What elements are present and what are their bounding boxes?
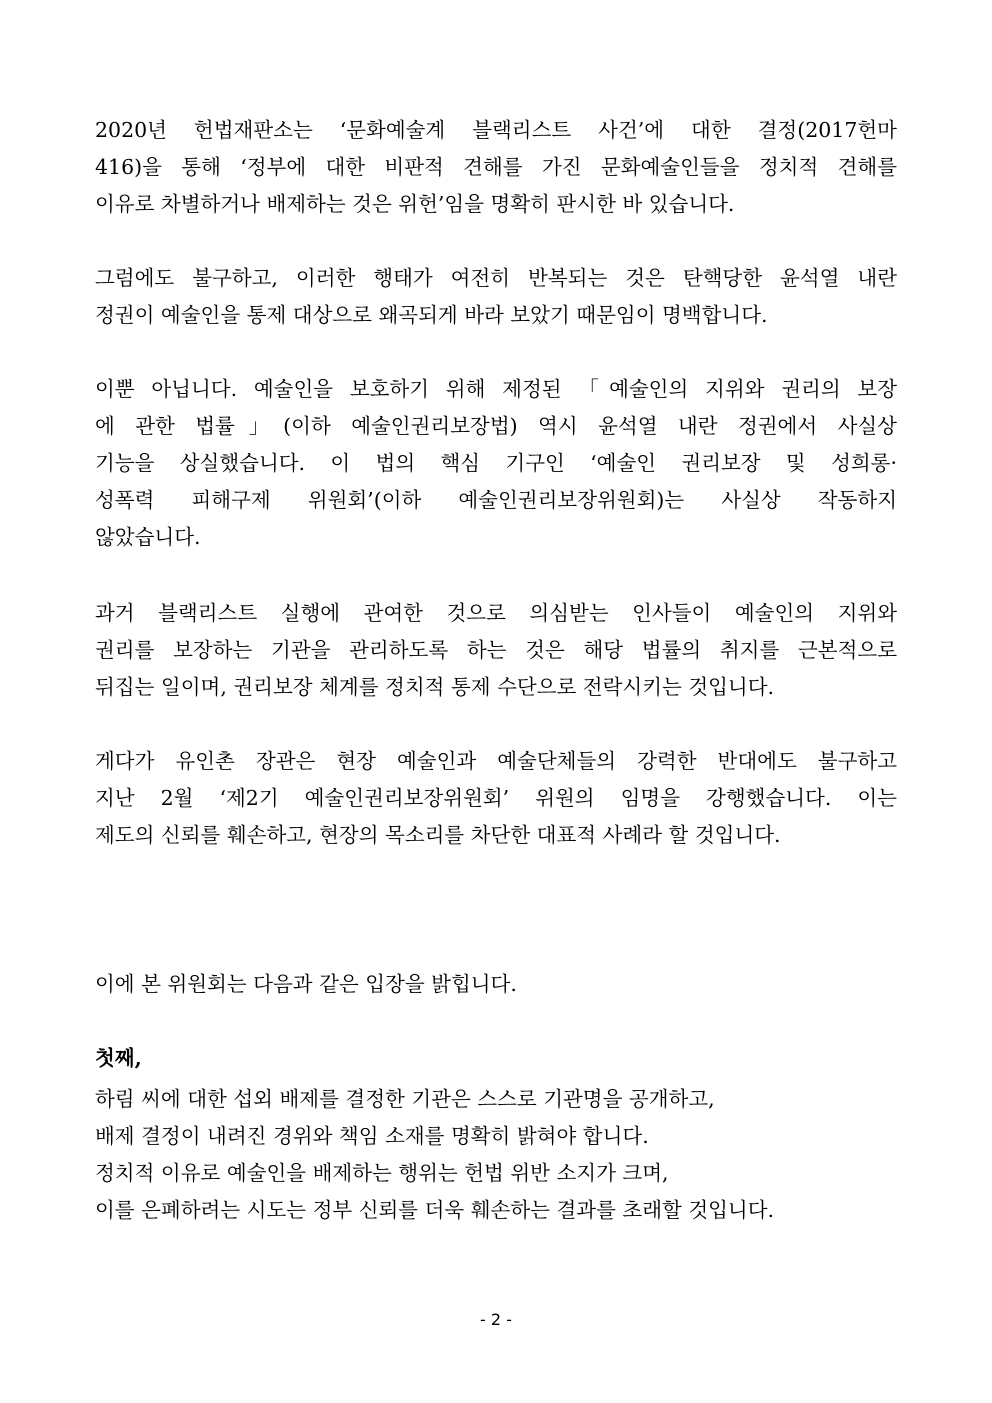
paragraph-3-line-2: 에 관한 법률」(이하 예술인권리보장법) 역시 윤석열 내란 정권에서 사실상 bbox=[95, 414, 897, 438]
paragraph-3-line-4: 성폭력 피해구제 위원회’(이하 예술인권리보장위원회)는 사실상 작동하지 bbox=[95, 488, 897, 512]
section-first-line-2: 배제 결정이 내려진 경위와 책임 소재를 명확히 밝혀야 합니다. bbox=[95, 1124, 649, 1148]
page-number: - 2 - bbox=[480, 1310, 512, 1329]
paragraph-2-line-2: 정권이 예술인을 통제 대상으로 왜곡되게 바라 보았기 때문임이 명백합니다. bbox=[95, 303, 768, 327]
section-first-line-1: 하림 씨에 대한 섭외 배제를 결정한 기관은 스스로 기관명을 공개하고, bbox=[95, 1087, 715, 1111]
paragraph-5-line-1: 게다가 유인촌 장관은 현장 예술인과 예술단체들의 강력한 반대에도 불구하고 bbox=[95, 749, 897, 773]
paragraph-4-line-3: 뒤집는 일이며, 권리보장 체계를 정치적 통제 수단으로 전락시키는 것입니다. bbox=[95, 675, 775, 699]
section-first-line-4: 이를 은폐하려는 시도는 정부 신뢰를 더욱 훼손하는 결과를 초래할 것입니다. bbox=[95, 1198, 775, 1222]
paragraph-5-line-3: 제도의 신뢰를 훼손하고, 현장의 목소리를 차단한 대표적 사례라 할 것입니다. bbox=[95, 823, 781, 847]
section-first-line-3: 정치적 이유로 예술인을 배제하는 행위는 헌법 위반 소지가 크며, bbox=[95, 1161, 669, 1185]
paragraph-3-line-3: 기능을 상실했습니다. 이 법의 핵심 기구인 ‘예술인 권리보장 및 성희롱· bbox=[95, 451, 897, 475]
paragraph-1-line-2: 416)을 통해 ‘정부에 대한 비판적 견해를 가진 문화예술인들을 정치적 견해를 bbox=[95, 155, 897, 179]
paragraph-4-line-1: 과거 블랙리스트 실행에 관여한 것으로 의심받는 인사들이 예술인의 지위와 bbox=[95, 601, 897, 625]
paragraph-5-line-2: 지난 2월 ‘제2기 예술인권리보장위원회’ 위원의 임명을 강행했습니다. 이는 bbox=[95, 786, 897, 810]
paragraph-6-line-1: 이에 본 위원회는 다음과 같은 입장을 밝힙니다. bbox=[95, 972, 517, 996]
paragraph-3-line-1: 이뿐 아닙니다. 예술인을 보호하기 위해 제정된 「예술인의 지위와 권리의 보장 bbox=[95, 377, 897, 401]
paragraph-2-line-1: 그럼에도 불구하고, 이러한 행태가 여전히 반복되는 것은 탄핵당한 윤석열 내란 bbox=[95, 266, 897, 290]
paragraph-4-line-2: 권리를 보장하는 기관을 관리하도록 하는 것은 해당 법률의 취지를 근본적으로 bbox=[95, 638, 897, 662]
paragraph-1-line-1: 2020년 헌법재판소는 ‘문화예술계 블랙리스트 사건’에 대한 결정(2017헌마 bbox=[95, 118, 897, 142]
paragraph-3-line-5: 않았습니다. bbox=[95, 525, 201, 549]
paragraph-1-line-3: 이유로 차별하거나 배제하는 것은 위헌’임을 명확히 판시한 바 있습니다. bbox=[95, 192, 735, 216]
section-first-heading: 첫째, bbox=[95, 1046, 142, 1070]
